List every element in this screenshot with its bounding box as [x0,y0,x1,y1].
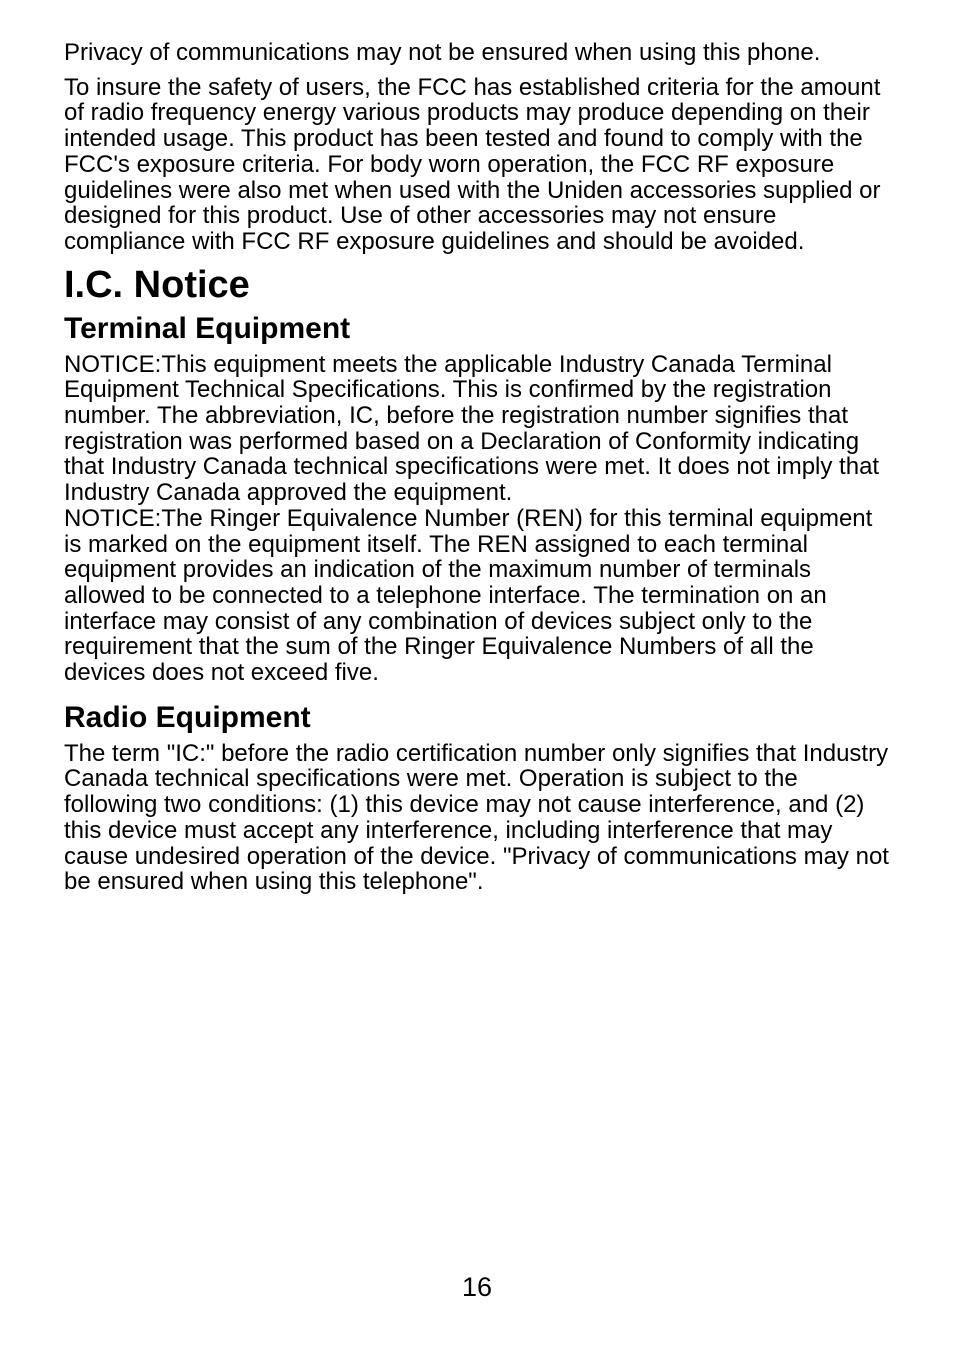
terminal-notice-paragraph-2: NOTICE:The Ringer Equivalence Number (REN) for this terminal equipment is marked on the equipment itself. The REN assigned to each terminal equipment provides an indication of the maximum number of terminals allowed to be connected to a telephone interface. The termination on an interface may consist of any combination of devices subject only to the requirement that the sum of the Ringer Equivalence Numbers of all the devices does not exceed five. [64,504,873,687]
fcc-safety-paragraph: To insure the safety of users, the FCC has established criteria for the amount of radio frequency energy various products may produce depending on their intended usage. This product has been tested and found to comply with the FCC's exposure criteria. For body worn operation, the FCC RF exposure guidelines were also met when used with the Uniden accessories supplied or designed for this product. Use of other accessories may not ensure compliance with FCC RF exposure guidelines and should be avoided. [64,73,881,255]
terminal-notice-paragraph-1: NOTICE:This equipment meets the applicable Industry Canada Terminal Equipment Technical Specifications. This is confirmed by the registration number. The abbreviation, IC, before the registration number signifies that registration was performed based on a Declaration of Conformity indicating that Industry Canada technical specifications were met. It does not imply that Industry Canada approved the equipment. [64,350,880,507]
ic-notice-title: I.C. Notice [64,263,250,306]
page-content [64,40,890,895]
radio-equipment-heading: Radio Equipment [64,700,311,734]
page-number: 16 [461,1272,493,1302]
terminal-equipment-heading: Terminal Equipment [64,311,351,345]
privacy-paragraph: Privacy of communications may not be ensured when using this phone. [64,39,821,66]
radio-equipment-paragraph: The term "IC:" before the radio certification number only signifies that Industry Canada technical specifications were met. Operation is subject to the following two conditions: (1) this device may not cause interference, and (2) this device must accept any interference, including interference that may cause undesired operation of the device. "Privacy of communications may not be ensured when using this telephone". [64,739,889,896]
